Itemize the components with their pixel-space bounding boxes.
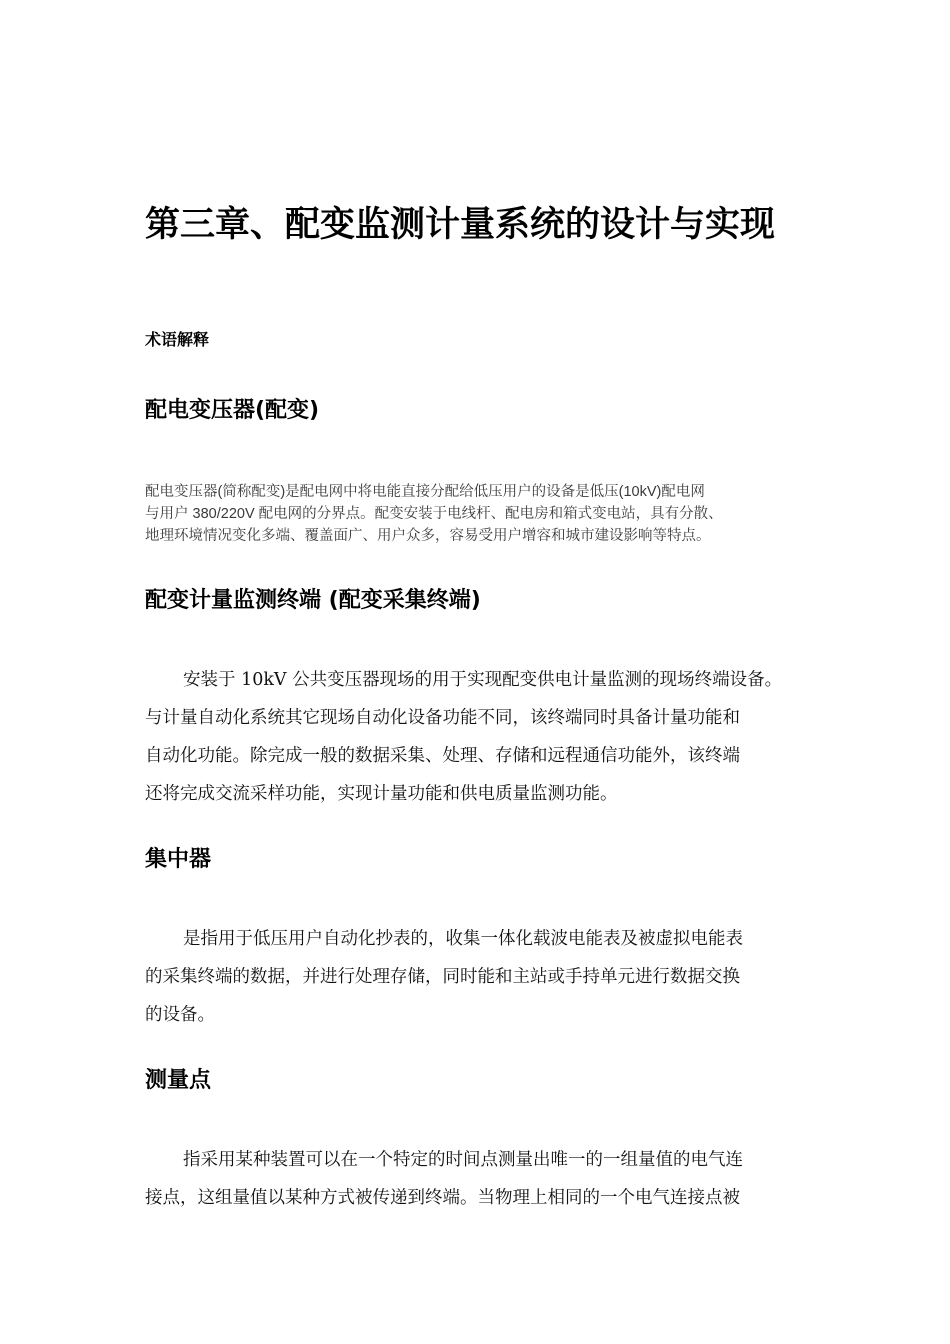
section-body-metering-terminal (145, 661, 825, 813)
section-heading-metering-terminal: 配变计量监测终端 (配变采集终端) (145, 588, 481, 613)
body-line: 安装于 10kV 公共变压器现场的用于实现配变供电计量监测的现场终端设备。 (183, 670, 783, 690)
section-body-measurement-point (145, 1141, 825, 1217)
section-body-distribution-transformer (145, 481, 815, 547)
section-heading-distribution-transformer: 配电变压器(配变) (145, 398, 320, 423)
body-line: 与用户 380/220V 配电网的分界点。配变安装于电线杆、配电房和箱式变电站，具有分散、 (145, 506, 723, 522)
chapter-title: 第三章、配变监测计量系统的设计与实现 (145, 204, 776, 245)
body-line: 接点，这组量值以某种方式被传递到终端。当物理上相同的一个电气连接点被 (145, 1188, 740, 1208)
body-line: 还将完成交流采样功能，实现计量功能和供电质量监测功能。 (145, 784, 618, 804)
body-line: 的设备。 (145, 1005, 215, 1025)
body-line: 地理环境情况变化多端、覆盖面广、用户众多，容易受用户增容和城市建设影响等特点。 (145, 528, 711, 544)
body-line: 的采集终端的数据，并进行处理存储，同时能和主站或手持单元进行数据交换 (145, 967, 740, 987)
body-line: 是指用于低压用户自动化抄表的，收集一体化载波电能表及被虚拟电能表 (183, 929, 743, 949)
section-body-concentrator (145, 920, 825, 1034)
section-heading-concentrator: 集中器 (145, 847, 212, 872)
section-heading-measurement-point: 测量点 (145, 1068, 212, 1093)
glossary-label: 术语解释 (145, 330, 210, 349)
body-line: 与计量自动化系统其它现场自动化设备功能不同，该终端同时具备计量功能和 (145, 708, 740, 728)
body-line: 指采用某种装置可以在一个特定的时间点测量出唯一的一组量值的电气连 (183, 1150, 743, 1170)
body-line: 配电变压器(简称配变)是配电网中将电能直接分配给低压用户的设备是低压(10kV)配电网 (145, 484, 705, 500)
body-line: 自动化功能。除完成一般的数据采集、处理、存储和远程通信功能外，该终端 (145, 746, 740, 766)
